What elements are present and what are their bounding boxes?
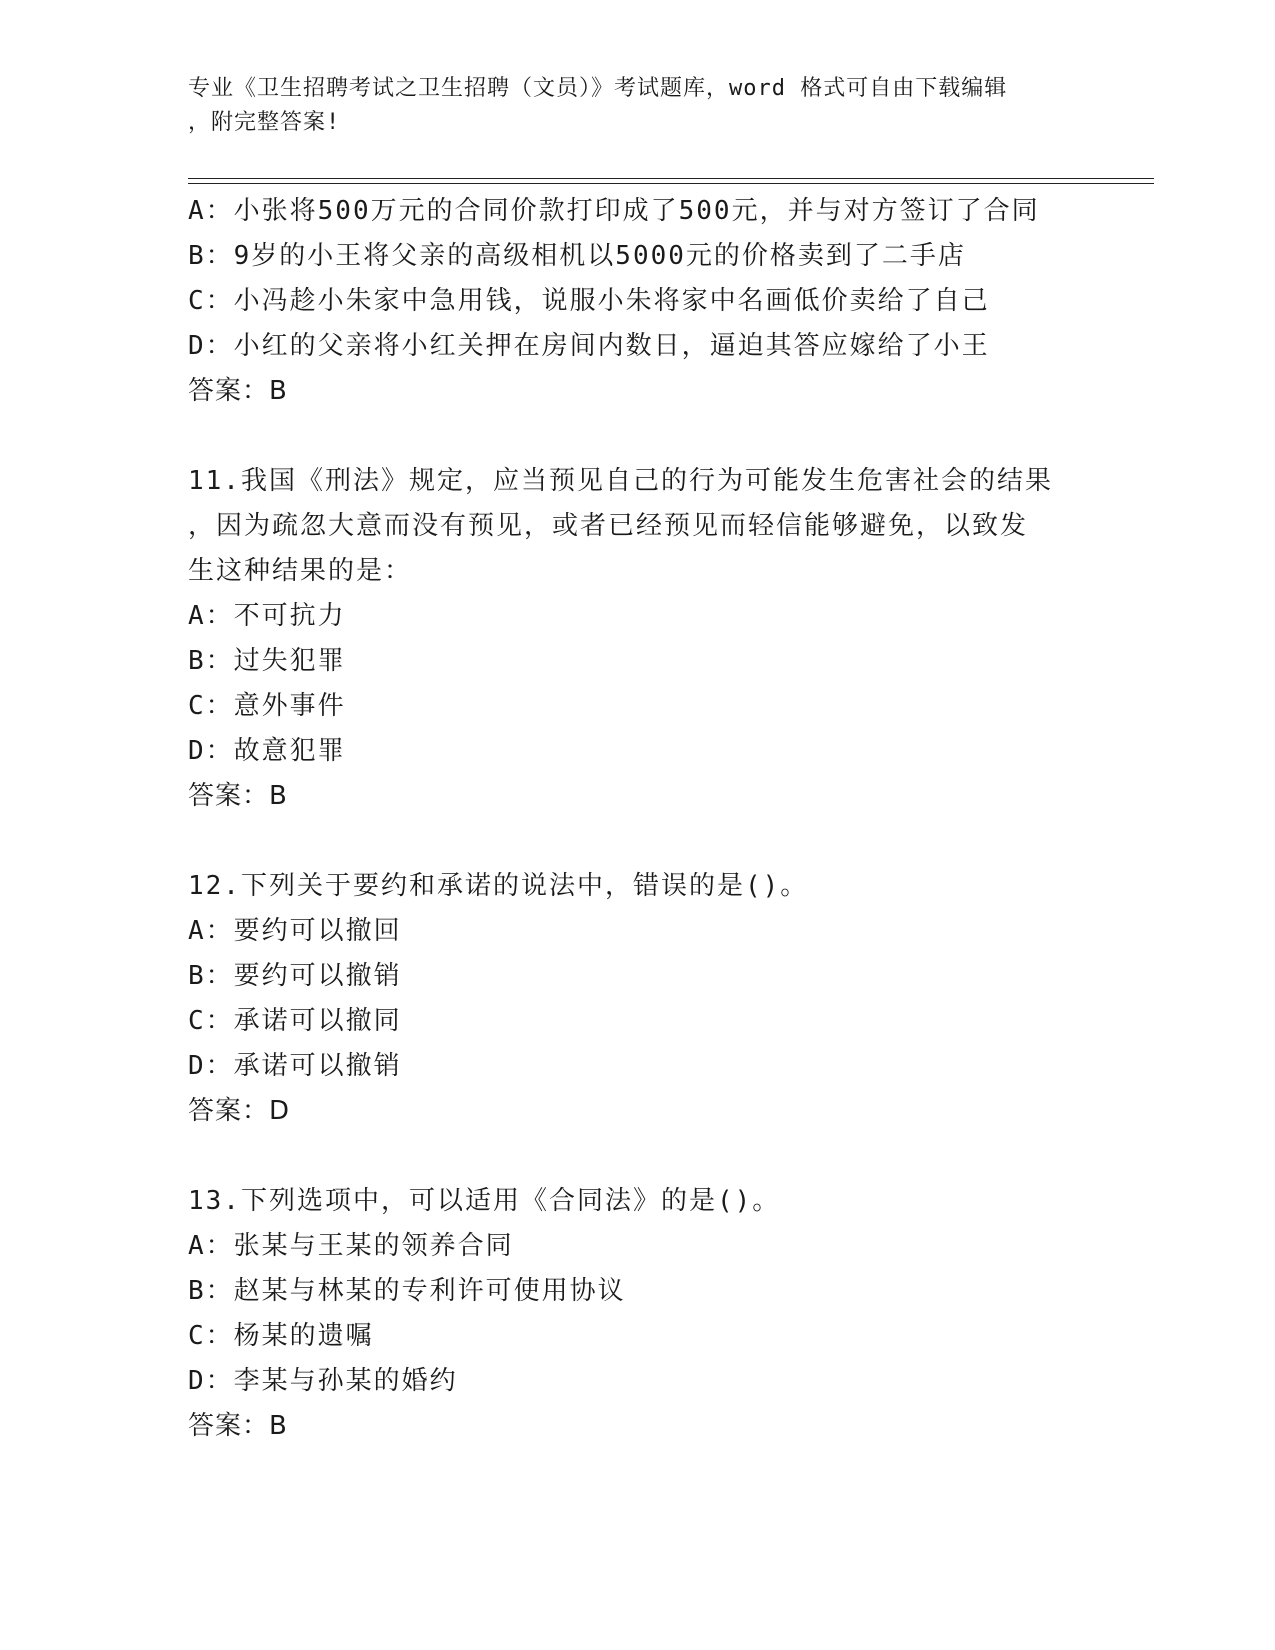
header-divider-top <box>188 178 1154 179</box>
question-list <box>188 189 1088 1449</box>
question-text: 12.下列关于要约和承诺的说法中，错误的是()。 <box>188 871 809 901</box>
question-text: 13.下列选项中，可以适用《合同法》的是()。 <box>188 1186 781 1216</box>
option-c: C：小冯趁小朱家中急用钱，说服小朱将家中名画低价卖给了自己 <box>188 286 990 316</box>
answer: 答案：B <box>188 781 288 811</box>
option-a: A：要约可以撤回 <box>188 916 402 946</box>
option-d: D：小红的父亲将小红关押在房间内数日，逼迫其答应嫁给了小王 <box>188 331 990 361</box>
document-header <box>188 72 1078 140</box>
header-divider-bottom <box>188 183 1154 184</box>
question-text-line-2: ，因为疏忽大意而没有预见，或者已经预见而轻信能够避免，以致发 <box>188 511 1029 541</box>
option-c: C：承诺可以撤同 <box>188 1006 402 1036</box>
option-d: D：承诺可以撤销 <box>188 1051 402 1081</box>
option-c: C：意外事件 <box>188 691 346 721</box>
option-a: A：张某与王某的领养合同 <box>188 1231 514 1261</box>
header-line-2: ，附完整答案! <box>188 110 341 135</box>
header-line-1: 专业《卫生招聘考试之卫生招聘（文员）》考试题库，word 格式可自由下载编辑 <box>188 76 1008 101</box>
option-d: D：故意犯罪 <box>188 736 346 766</box>
answer: 答案：B <box>188 376 288 406</box>
question-text-line-3: 生这种结果的是： <box>188 556 413 586</box>
option-b: B：要约可以撤销 <box>188 961 402 991</box>
option-b: B：9岁的小王将父亲的高级相机以5000元的价格卖到了二手店 <box>188 241 966 271</box>
option-b: B：赵某与林某的专利许可使用协议 <box>188 1276 626 1306</box>
question-text-line-1: 11.我国《刑法》规定，应当预见自己的行为可能发生危害社会的结果 <box>188 466 1053 496</box>
answer: 答案：D <box>188 1096 291 1126</box>
question-11 <box>188 459 1088 819</box>
option-d: D：李某与孙某的婚约 <box>188 1366 458 1396</box>
question-13 <box>188 1179 1088 1449</box>
option-c: C：杨某的遗嘱 <box>188 1321 374 1351</box>
question-10 <box>188 189 1088 414</box>
option-a: A：不可抗力 <box>188 601 346 631</box>
question-12 <box>188 864 1088 1134</box>
option-a: A：小张将500万元的合同价款打印成了500元，并与对方签订了合同 <box>188 196 1040 226</box>
option-b: B：过失犯罪 <box>188 646 346 676</box>
answer: 答案：B <box>188 1411 288 1441</box>
